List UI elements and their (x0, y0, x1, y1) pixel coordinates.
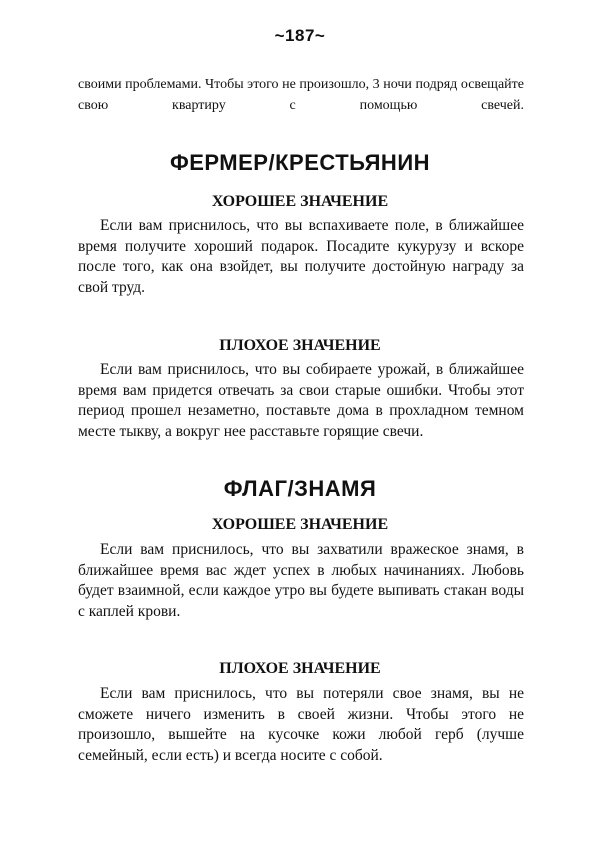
bad-meaning-heading: ПЛОХОЕ ЗНАЧЕНИЕ (219, 660, 381, 677)
good-meaning-heading: ХОРОШЕЕ ЗНАЧЕНИЕ (211, 516, 389, 533)
entry-title-farmer: ФЕРМЕР/КРЕСТЬЯНИН (169, 150, 431, 175)
page-number: ~187~ (274, 26, 326, 45)
intro-paragraph: своими проблемами. Чтобы этого не произошло, 3 ночи подряд освещайте свою квартиру с помощью свечей. (78, 77, 524, 113)
bad-meaning-text: Если вам приснилось, что вы собираете урожай, в ближайшее время вам придется отвечать за свои старые ошибки. Чтобы этот период прошел незаметно, поставьте дома в прохладном темном месте тыкву, а вокруг нее расставьте горящие свечи. (78, 361, 524, 440)
bad-meaning-heading: ПЛОХОЕ ЗНАЧЕНИЕ (219, 337, 381, 354)
good-meaning-text: Если вам приснилось, что вы вспахиваете поле, в ближайшее время получите хороший подарок. Посадите кукурузу и вскоре после того, как она взойдет, вы получите достойную награду за свой труд. (78, 217, 524, 296)
entry-title-flag: ФЛАГ/ЗНАМЯ (223, 476, 377, 501)
bad-meaning-text: Если вам приснилось, что вы потеряли свое знамя, вы не сможете ничего изменить в своей жизни. Чтобы этого не произошло, вышейте на кусочке кожи любой герб (лучше семейный, если есть) и всегда носите с собой. (78, 685, 524, 764)
good-meaning-text: Если вам приснилось, что вы захватили вражеское знамя, в ближайшее время вас ждет успех в любых начинаниях. Любовь будет взаимной, если каждое утро вы будете выпивать стакан воды с каплей крови. (78, 541, 524, 620)
good-meaning-heading: ХОРОШЕЕ ЗНАЧЕНИЕ (211, 193, 389, 210)
